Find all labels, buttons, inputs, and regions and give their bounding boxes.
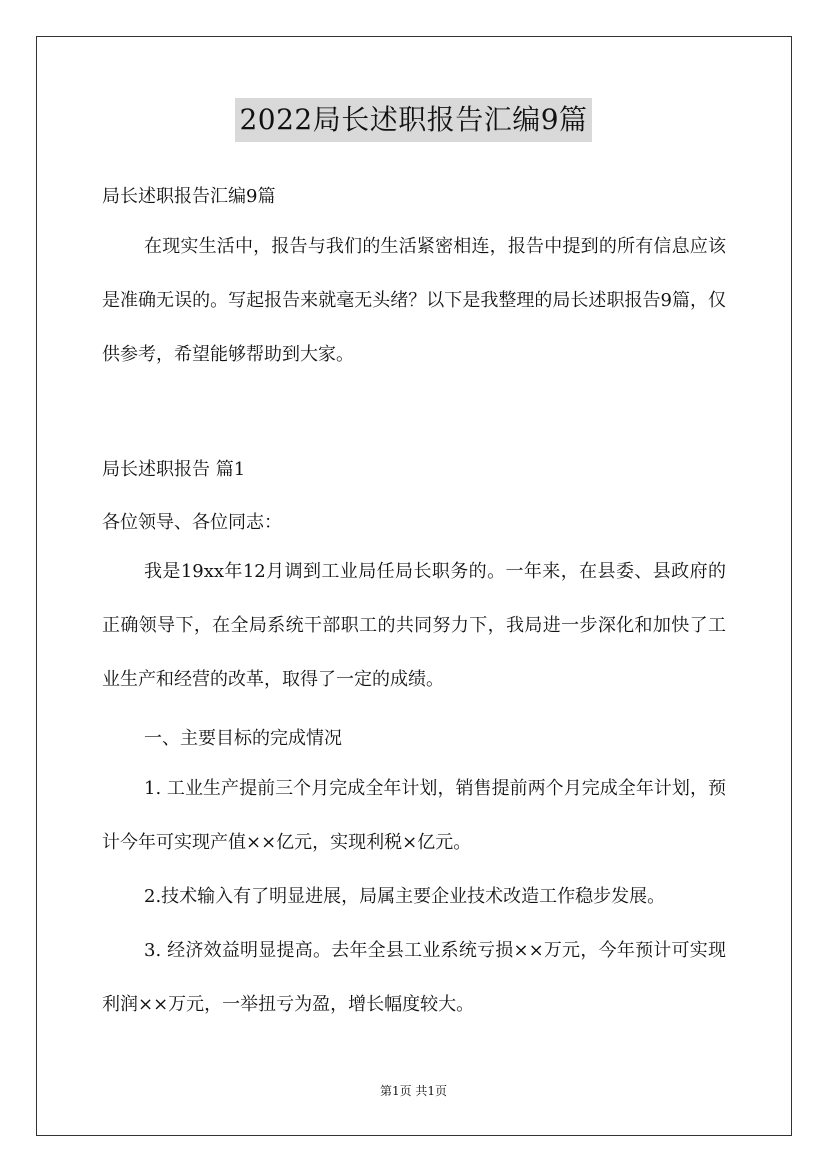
opening-paragraph: 我是19xx年12月调到工业局任局长职务的。一年来，在县委、县政府的正确领导下，在全局系统干部职工的共同努力下，我局进一步深化和加快了工业生产和经营的改革，取得了一定的成绩。 (102, 561, 726, 690)
document-subtitle: 局长述职报告汇编9篇 (102, 186, 276, 207)
section-heading: 局长述职报告 篇1 (102, 459, 246, 480)
item-1-paragraph: 1. 工业生产提前三个月完成全年计划，销售提前两个月完成全年计划，预计今年可实现产值××亿元，实现利税×亿元。 (102, 778, 726, 853)
item-2-paragraph: 2.技术输入有了明显进展，局属主要企业技术改造工作稳步发展。 (144, 886, 666, 907)
item-3-paragraph: 3. 经济效益明显提高。去年全县工业系统亏损××万元，今年预计可实现利润××万元，一举扭亏为盈，增长幅度较大。 (102, 940, 726, 1015)
document-title: 2022局长述职报告汇编9篇 (235, 98, 591, 142)
page-footer: 第1页 共1页 (379, 1084, 448, 1098)
intro-paragraph: 在现实生活中，报告与我们的生活紧密相连，报告中提到的所有信息应该是准确无误的。写起报告来就毫无头绪？以下是我整理的局长述职报告9篇，仅供参考，希望能够帮助到大家。 (102, 236, 726, 365)
salutation: 各位领导、各位同志： (102, 512, 282, 533)
subheading: 一、主要目标的完成情况 (144, 728, 342, 749)
title-container (0, 98, 827, 142)
